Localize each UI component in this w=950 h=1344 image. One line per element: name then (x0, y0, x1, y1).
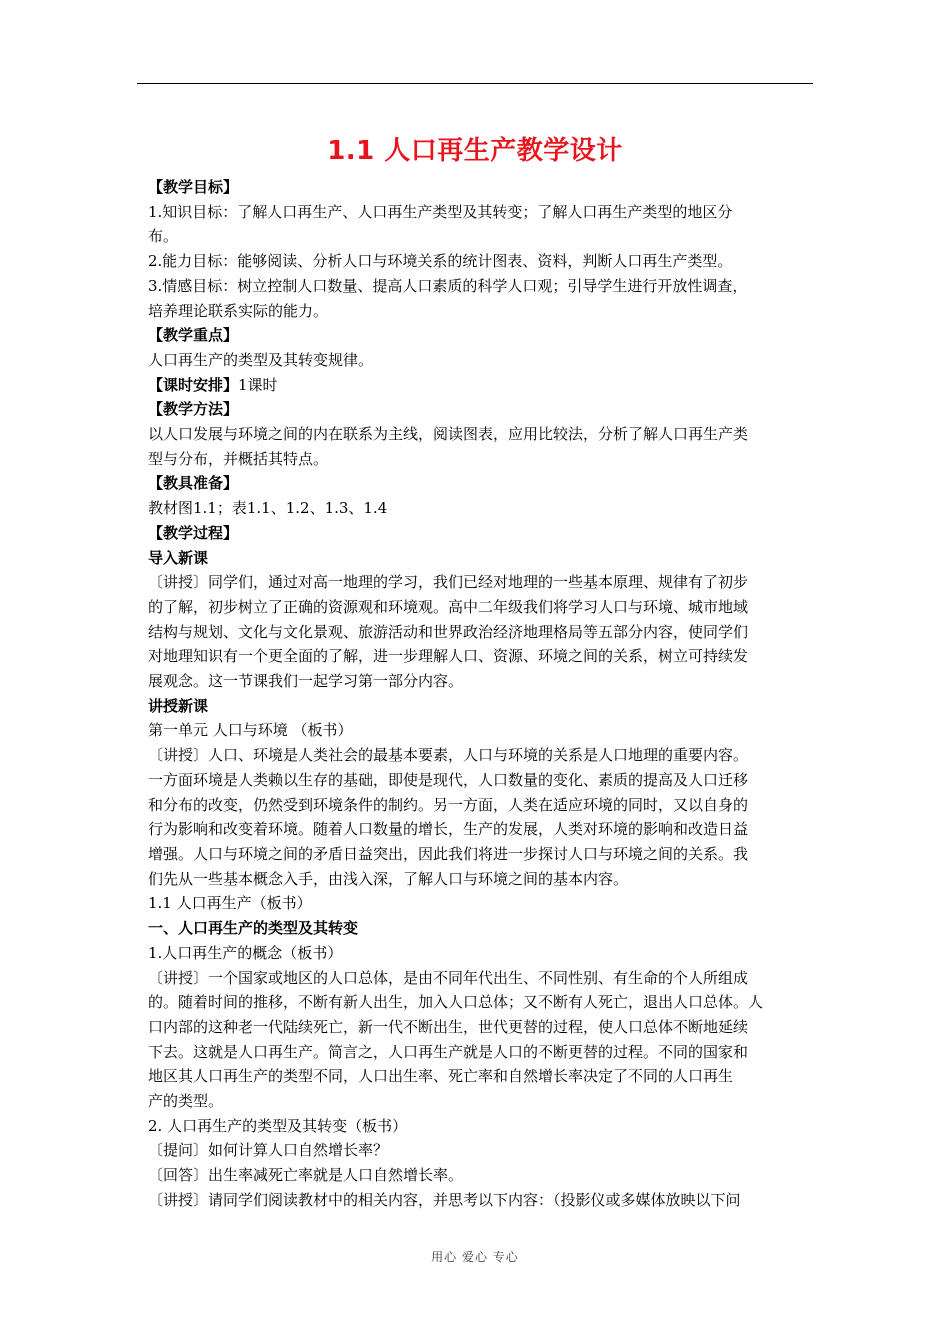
goal-1-line-1: 1.知识目标：了解人口再生产、人口再生产类型及其转变；了解人口再生产类型的地区分 (148, 202, 733, 221)
concept-line: 1.人口再生产的概念（板书） (148, 943, 343, 962)
types-line: 2. 人口再生产的类型及其转变（板书） (148, 1116, 408, 1135)
intro-line-2: 的了解，初步树立了正确的资源观和环境观。高中二年级我们将学习人口与环境、城市地域 (148, 597, 749, 616)
page-title: 1.1 人口再生产教学设计 (327, 136, 623, 166)
goals-heading: 【教学目标】 (148, 178, 239, 196)
question-line: 〔提问〕如何计算人口自然增长率？ (148, 1141, 389, 1160)
unit-line: 第一单元 人口与环境 （板书） (148, 721, 353, 740)
schedule-text: 1课时 (238, 375, 278, 394)
concept-text-5: 地区其人口再生产的类型不同，人口出生率、死亡率和自然增长率决定了不同的人口再生 (148, 1067, 734, 1086)
goal-2: 2.能力目标：能够阅读、分析人口与环境关系的统计图表、资料，判断人口再生产类型。 (148, 252, 733, 271)
intro-line-1: 〔讲授〕同学们，通过对高一地理的学习，我们已经对地理的一些基本原理、规律有了初步 (148, 573, 749, 592)
concept-text-6: 产的类型。 (148, 1092, 224, 1111)
lecture-line-5: 增强。人口与环境之间的矛盾日益突出，因此我们将进一步探讨人口与环境之间的关系。我 (148, 844, 749, 863)
method-line-2: 型与分布，并概括其特点。 (148, 449, 329, 468)
concept-text-2: 的。随着时间的推移，不断有新人出生，加入人口总体；又不断有人死亡，退出人口总体。人 (148, 993, 764, 1012)
new-lesson-heading: 讲授新课 (148, 696, 209, 715)
goal-3-line-1: 3.情感目标：树立控制人口数量、提高人口素质的科学人口观；引导学生进行开放性调查， (148, 276, 748, 295)
lecture-line-6: 们先从一些基本概念入手，由浅入深，了解人口与环境之间的基本内容。 (148, 869, 629, 888)
method-line-1: 以人口发展与环境之间的内在联系为主线，阅读图表，应用比较法，分析了解人口再生产类 (148, 425, 749, 444)
intro-line-4: 对地理知识有一个更全面的了解，进一步理解人口、资源、环境之间的关系，树立可持续发 (148, 647, 749, 666)
lecture-line-1: 〔讲授〕人口、环境是人类社会的最基本要素，人口与环境的关系是人口地理的重要内容。 (148, 746, 749, 765)
method-heading: 【教学方法】 (148, 400, 239, 419)
last-lecture-line: 〔讲授〕请同学们阅读教材中的相关内容，并思考以下内容：（投影仪或多媒体放映以下问 (148, 1190, 741, 1209)
lecture-line-2: 一方面环境是人类赖以生存的基础，即使是现代，人口数量的变化、素质的提高及人口迁移 (148, 770, 749, 789)
key-points-heading: 【教学重点】 (148, 326, 239, 345)
tools-text: 教材图1.1；表1.1、1.2、1.3、1.4 (148, 499, 388, 518)
document-body (148, 175, 804, 1213)
concept-text-3: 口内部的这种老一代陆续死亡，新一代不断出生，世代更替的过程，使人口总体不断地延续 (148, 1017, 749, 1036)
intro-line-3: 结构与规划、文化与文化景观、旅游活动和世界政治经济地理格局等五部分内容，使同学们 (148, 622, 749, 641)
concept-text-4: 下去。这就是人口再生产。简言之，人口再生产就是人口的不断更替的过程。不同的国家和 (148, 1042, 749, 1061)
goal-1-line-2: 布。 (148, 227, 179, 246)
lecture-line-4: 行为影响和改变着环境。随着人口数量的增长，生产的发展，人类对环境的影响和改造日益 (148, 820, 749, 839)
key-points-text: 人口再生产的类型及其转变规律。 (148, 350, 374, 369)
answer-line: 〔回答〕出生率减死亡率就是人口自然增长率。 (148, 1166, 464, 1185)
intro-line-5: 展观念。这一节课我们一起学习第一部分内容。 (148, 672, 464, 691)
tools-heading: 【教具准备】 (148, 474, 239, 493)
part-1-heading: 一、人口再生产的类型及其转变 (148, 919, 359, 938)
header-rule (137, 83, 813, 84)
section-line: 1.1 人口再生产（板书） (148, 894, 312, 913)
schedule-heading: 【课时安排】 (148, 375, 239, 394)
process-heading: 【教学过程】 (148, 523, 239, 542)
page-footer: 用心 爱心 专心 (431, 1250, 519, 1264)
concept-text-1: 〔讲授〕一个国家或地区的人口总体，是由不同年代出生、不同性别、有生命的个人所组成 (148, 968, 749, 987)
goal-3-line-2: 培养理论联系实际的能力。 (148, 301, 329, 320)
intro-heading: 导入新课 (148, 548, 209, 567)
lecture-line-3: 和分布的改变，仍然受到环境条件的制约。另一方面，人类在适应环境的同时，又以自身的 (148, 795, 749, 814)
schedule-line (148, 373, 804, 398)
